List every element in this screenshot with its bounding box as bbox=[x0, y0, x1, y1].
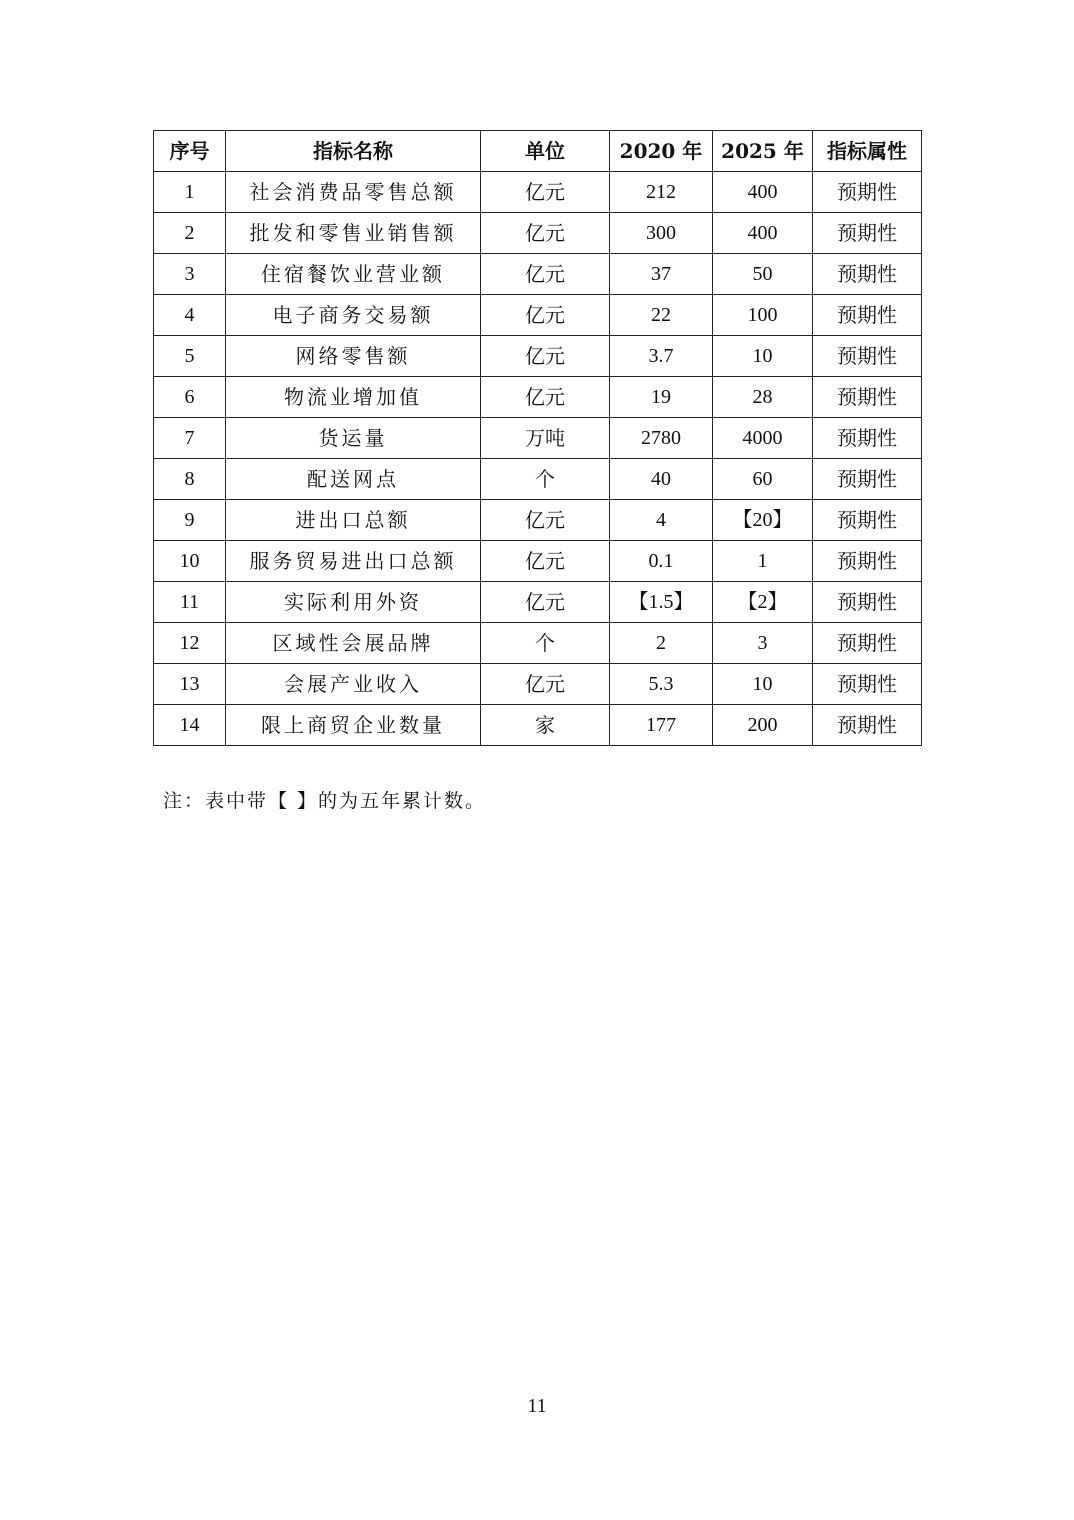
cell-2020: 【1.5】 bbox=[610, 582, 713, 623]
cell-indicator-name: 电子商务交易额 bbox=[226, 295, 481, 336]
cell-2020: 300 bbox=[610, 213, 713, 254]
cell-unit: 家 bbox=[481, 705, 610, 746]
cell-unit: 亿元 bbox=[481, 500, 610, 541]
cell-indicator-name: 服务贸易进出口总额 bbox=[226, 541, 481, 582]
cell-2020: 2 bbox=[610, 623, 713, 664]
cell-indicator-name: 实际利用外资 bbox=[226, 582, 481, 623]
cell-2025: 100 bbox=[713, 295, 813, 336]
cell-2020: 0.1 bbox=[610, 541, 713, 582]
cell-index: 7 bbox=[154, 418, 226, 459]
table-row bbox=[154, 664, 922, 705]
cell-2025: 28 bbox=[713, 377, 813, 418]
table-row bbox=[154, 418, 922, 459]
cell-2020: 5.3 bbox=[610, 664, 713, 705]
table-note: 注：表中带【 】的为五年累计数。 bbox=[163, 790, 487, 812]
cell-indicator-name: 批发和零售业销售额 bbox=[226, 213, 481, 254]
table-row bbox=[154, 213, 922, 254]
cell-2020: 3.7 bbox=[610, 336, 713, 377]
cell-attribute: 预期性 bbox=[813, 500, 922, 541]
cell-index: 2 bbox=[154, 213, 226, 254]
table-row bbox=[154, 582, 922, 623]
cell-unit: 亿元 bbox=[481, 336, 610, 377]
cell-2025: 1 bbox=[713, 541, 813, 582]
cell-2025: 400 bbox=[713, 213, 813, 254]
cell-indicator-name: 货运量 bbox=[226, 418, 481, 459]
cell-indicator-name: 进出口总额 bbox=[226, 500, 481, 541]
cell-2020: 212 bbox=[610, 172, 713, 213]
cell-2020: 40 bbox=[610, 459, 713, 500]
table-row bbox=[154, 172, 922, 213]
table-row bbox=[154, 623, 922, 664]
cell-unit: 万吨 bbox=[481, 418, 610, 459]
cell-attribute: 预期性 bbox=[813, 377, 922, 418]
cell-index: 5 bbox=[154, 336, 226, 377]
cell-2025: 【20】 bbox=[713, 500, 813, 541]
cell-unit: 亿元 bbox=[481, 664, 610, 705]
cell-unit: 个 bbox=[481, 459, 610, 500]
cell-2025: 60 bbox=[713, 459, 813, 500]
cell-index: 12 bbox=[154, 623, 226, 664]
cell-unit: 个 bbox=[481, 623, 610, 664]
table-row bbox=[154, 500, 922, 541]
cell-unit: 亿元 bbox=[481, 213, 610, 254]
header-2020: 2020 年 bbox=[610, 131, 713, 172]
cell-unit: 亿元 bbox=[481, 541, 610, 582]
cell-indicator-name: 区域性会展品牌 bbox=[226, 623, 481, 664]
cell-index: 8 bbox=[154, 459, 226, 500]
table-row bbox=[154, 705, 922, 746]
cell-attribute: 预期性 bbox=[813, 705, 922, 746]
table-row bbox=[154, 295, 922, 336]
cell-2025: 50 bbox=[713, 254, 813, 295]
table-body bbox=[154, 172, 922, 746]
cell-2025: 【2】 bbox=[713, 582, 813, 623]
header-attribute: 指标属性 bbox=[813, 131, 922, 172]
table-row bbox=[154, 336, 922, 377]
cell-indicator-name: 网络零售额 bbox=[226, 336, 481, 377]
cell-attribute: 预期性 bbox=[813, 541, 922, 582]
cell-attribute: 预期性 bbox=[813, 295, 922, 336]
table-header bbox=[154, 131, 922, 172]
cell-index: 9 bbox=[154, 500, 226, 541]
cell-attribute: 预期性 bbox=[813, 213, 922, 254]
cell-attribute: 预期性 bbox=[813, 664, 922, 705]
cell-indicator-name: 配送网点 bbox=[226, 459, 481, 500]
cell-index: 3 bbox=[154, 254, 226, 295]
cell-attribute: 预期性 bbox=[813, 172, 922, 213]
cell-unit: 亿元 bbox=[481, 295, 610, 336]
cell-2020: 4 bbox=[610, 500, 713, 541]
cell-2020: 177 bbox=[610, 705, 713, 746]
header-2025: 2025 年 bbox=[713, 131, 813, 172]
header-indicator-name: 指标名称 bbox=[226, 131, 481, 172]
table-row bbox=[154, 254, 922, 295]
cell-attribute: 预期性 bbox=[813, 254, 922, 295]
cell-index: 13 bbox=[154, 664, 226, 705]
table-row bbox=[154, 541, 922, 582]
cell-index: 11 bbox=[154, 582, 226, 623]
cell-2025: 200 bbox=[713, 705, 813, 746]
cell-index: 14 bbox=[154, 705, 226, 746]
cell-2020: 2780 bbox=[610, 418, 713, 459]
page-number: 11 bbox=[527, 1395, 547, 1417]
cell-attribute: 预期性 bbox=[813, 336, 922, 377]
cell-index: 1 bbox=[154, 172, 226, 213]
header-row bbox=[154, 131, 922, 172]
header-index: 序号 bbox=[154, 131, 226, 172]
cell-attribute: 预期性 bbox=[813, 459, 922, 500]
cell-indicator-name: 会展产业收入 bbox=[226, 664, 481, 705]
cell-2025: 10 bbox=[713, 664, 813, 705]
header-unit: 单位 bbox=[481, 131, 610, 172]
cell-2025: 4000 bbox=[713, 418, 813, 459]
cell-unit: 亿元 bbox=[481, 172, 610, 213]
table-row bbox=[154, 377, 922, 418]
cell-indicator-name: 限上商贸企业数量 bbox=[226, 705, 481, 746]
cell-2020: 37 bbox=[610, 254, 713, 295]
table-row bbox=[154, 459, 922, 500]
cell-unit: 亿元 bbox=[481, 377, 610, 418]
cell-attribute: 预期性 bbox=[813, 418, 922, 459]
cell-indicator-name: 住宿餐饮业营业额 bbox=[226, 254, 481, 295]
cell-unit: 亿元 bbox=[481, 582, 610, 623]
cell-unit: 亿元 bbox=[481, 254, 610, 295]
cell-index: 6 bbox=[154, 377, 226, 418]
cell-2020: 22 bbox=[610, 295, 713, 336]
cell-index: 4 bbox=[154, 295, 226, 336]
cell-attribute: 预期性 bbox=[813, 623, 922, 664]
cell-2025: 400 bbox=[713, 172, 813, 213]
cell-attribute: 预期性 bbox=[813, 582, 922, 623]
indicator-table bbox=[153, 130, 922, 746]
cell-indicator-name: 社会消费品零售总额 bbox=[226, 172, 481, 213]
cell-index: 10 bbox=[154, 541, 226, 582]
cell-indicator-name: 物流业增加值 bbox=[226, 377, 481, 418]
cell-2020: 19 bbox=[610, 377, 713, 418]
cell-2025: 3 bbox=[713, 623, 813, 664]
cell-2025: 10 bbox=[713, 336, 813, 377]
